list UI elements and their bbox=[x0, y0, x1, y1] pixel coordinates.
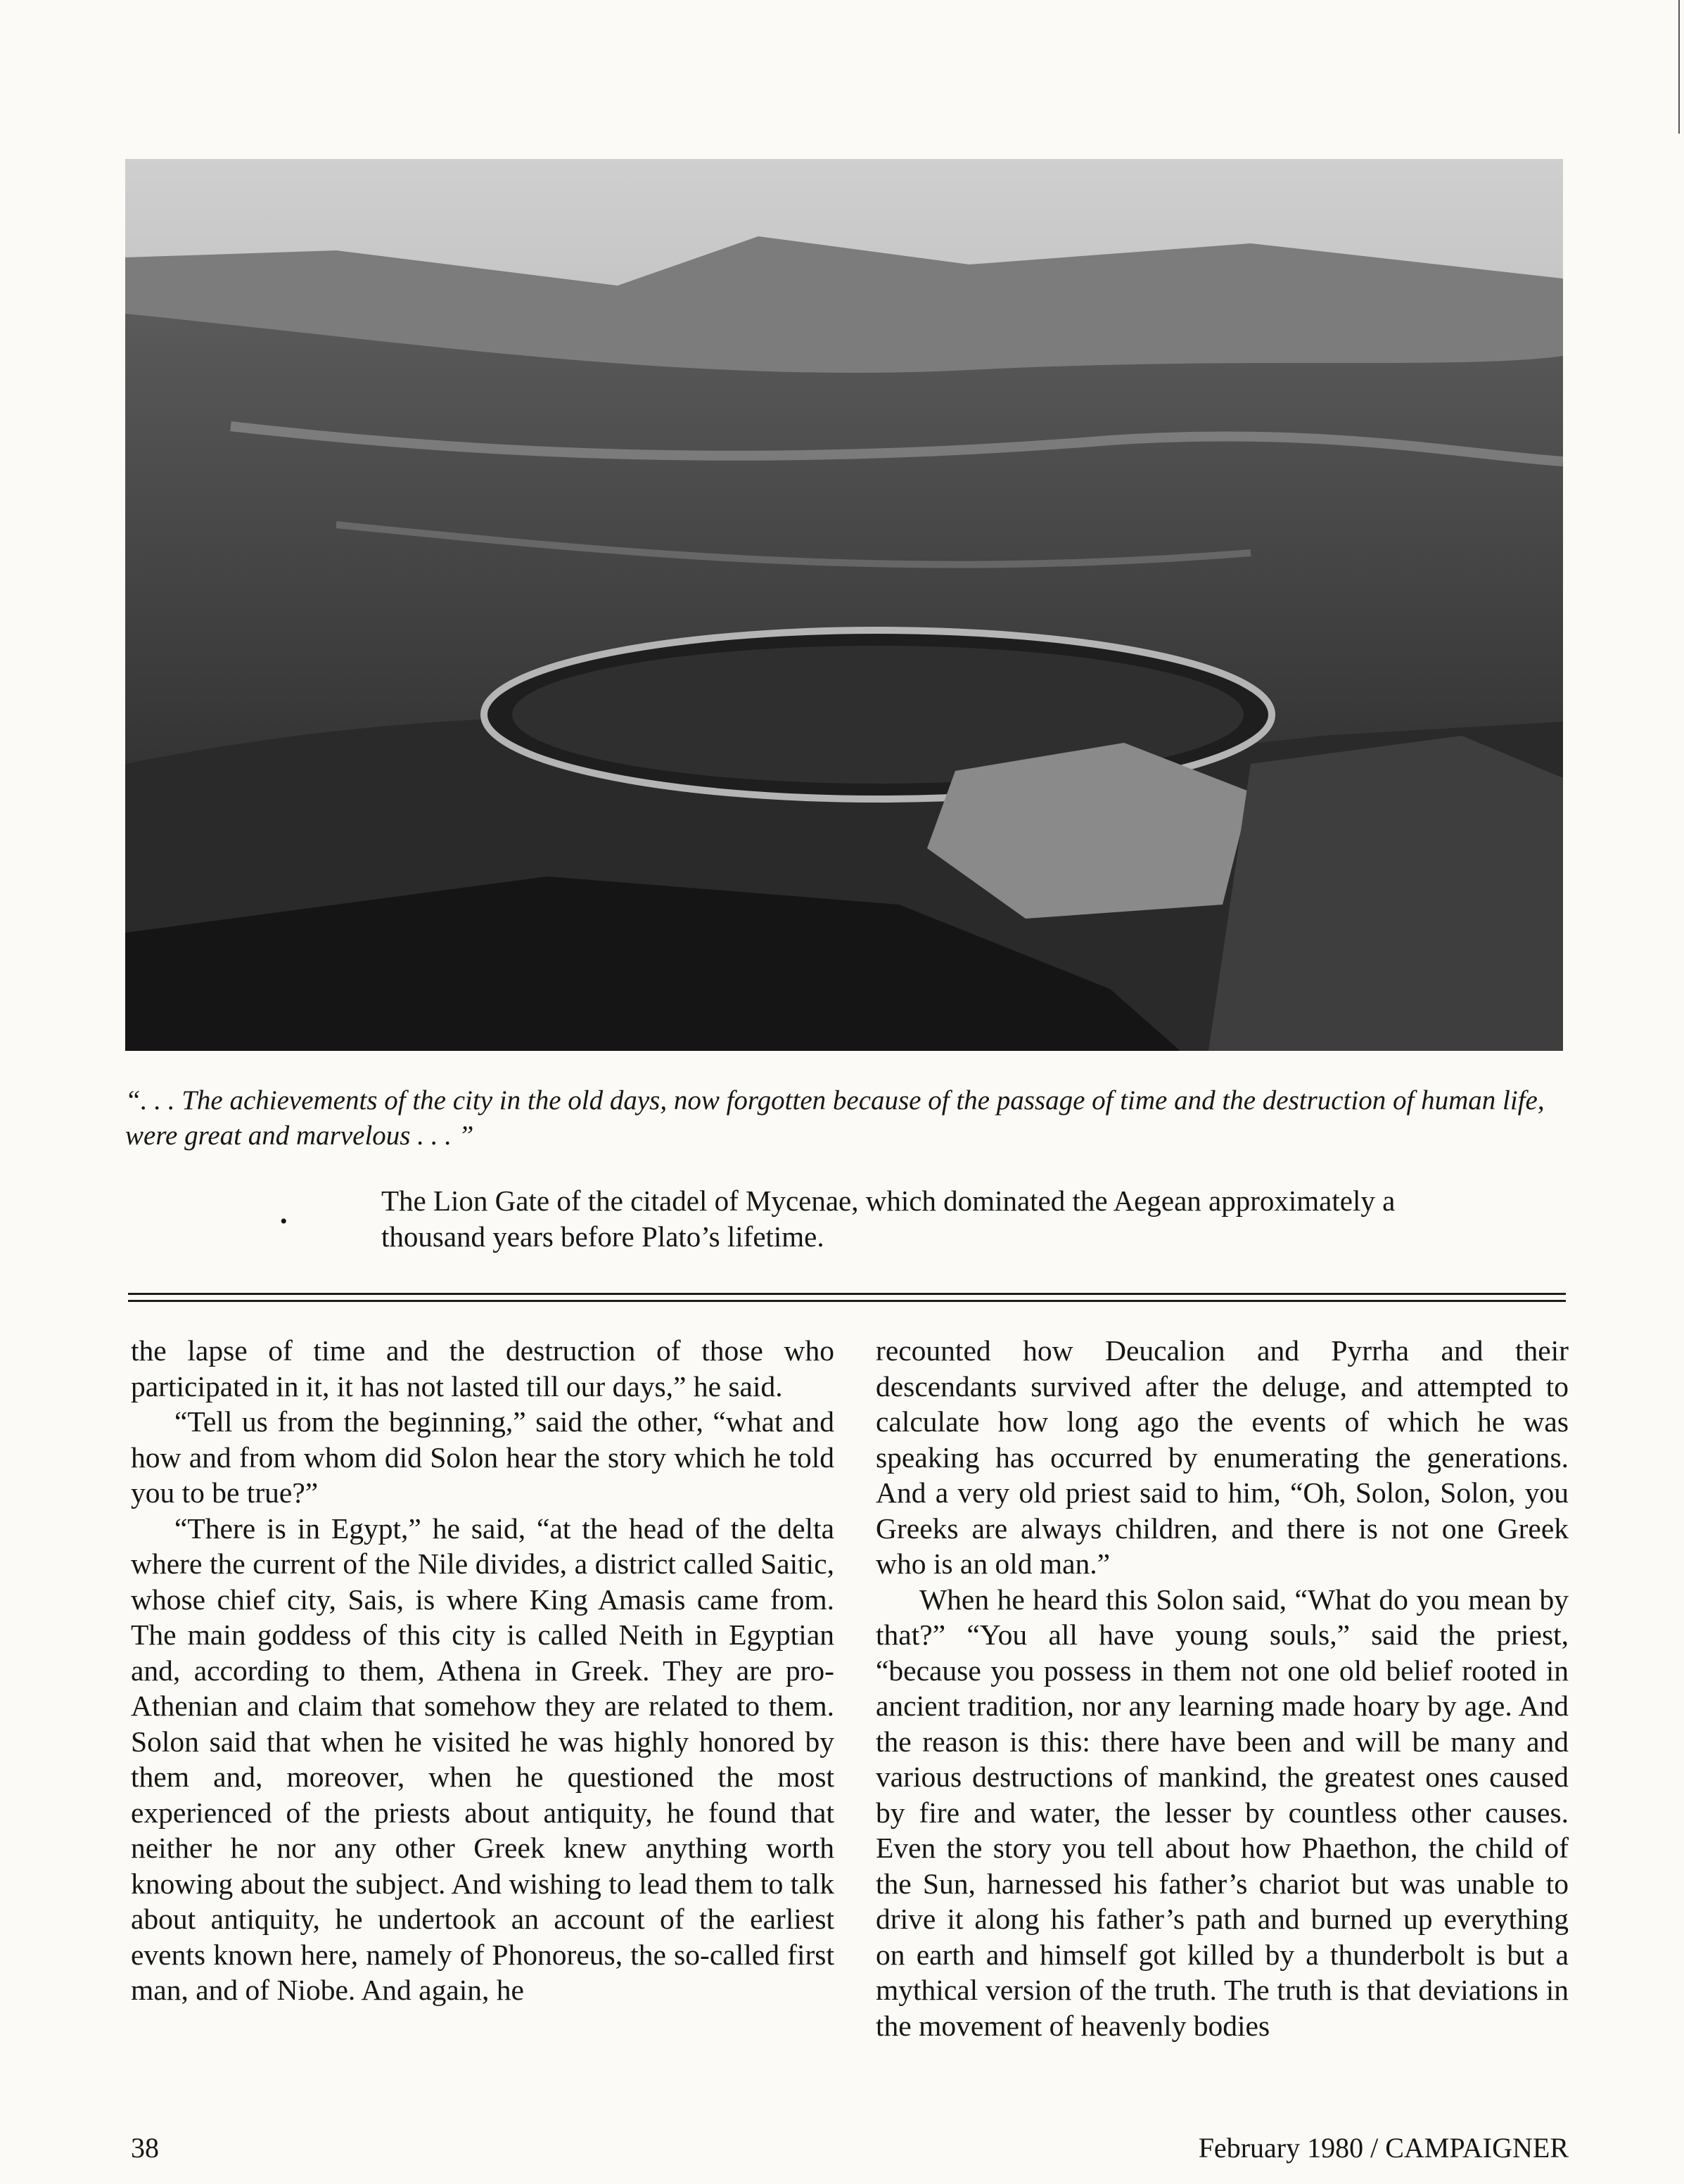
landscape-image bbox=[125, 159, 1563, 1051]
paragraph: “Tell us from the beginning,” said the other, “what and how and from whom did Solon hear the story which he told you to be true?” bbox=[131, 1405, 834, 1509]
paragraph: When he heard this Solon said, “What do you mean by that?” “You all have young souls,” said the priest, “because you possess in them not one old belief rooted in ancient tradition, nor any learning made hoary by age. And the reason is this: there have been and will be many and various destructions of mankind, the greatest ones caused by fire and water, the lesser by countless other causes. Even the story you tell about how Phaethon, the child of the Sun, harnessed his father’s chariot but was unable to drive it along his father’s path and burned up everything on earth and himself got killed by a thunderbolt is but a mythical version of the truth. The truth is that deviations in the movement of heavenly bodies bbox=[876, 1583, 1569, 2042]
photo-quote-caption: “. . . The achievements of the city in the old days, now forgotten because of the passage of time and the destruction of human life, were great and marvelous . . . ” bbox=[125, 1085, 1545, 1151]
section-rule-top bbox=[128, 1293, 1566, 1295]
mycenae-photo bbox=[125, 159, 1563, 1051]
page-number: 38 bbox=[131, 2132, 159, 2164]
issue-footer: February 1980 / CAMPAIGNER bbox=[1198, 2132, 1569, 2164]
photo-description-caption: The Lion Gate of the citadel of Mycenae, which dominated the Aegean approximately a thousand years before Plato’s lifetime. bbox=[381, 1184, 1396, 1253]
paragraph: recounted how Deucalion and Pyrrha and their descendants survived after the deluge, and attempted to calculate how long ago the events of which he was speaking has occurred by enumerating the generations. And a very old priest said to him, “Oh, Solon, Solon, you Greeks are always children, and there is not one Greek who is an old man.” bbox=[876, 1334, 1569, 1580]
paragraph: the lapse of time and the destruction of those who participated in it, it has not lasted till our days,” he said. bbox=[131, 1334, 834, 1403]
page-edge-line bbox=[1678, 0, 1680, 134]
text-column-left bbox=[131, 1333, 834, 2008]
paragraph: “There is in Egypt,” he said, “at the head of the delta where the current of the Nile divides, a district called Saitic, whose chief city, Sais, is where King Amasis came from. The main goddess of this city is called Neith in Egyptian and, according to them, Athena in Greek. They are pro-Athenian and claim that somehow they are related to them. Solon said that when he visited he was highly honored by them and, moreover, when he questioned the most experienced of the priests about antiquity, he found that neither he nor any other Greek knew anything worth knowing about the subject. And wishing to lead them to talk about antiquity, he undertook an account of the earliest events known here, namely of Phonoreus, the so-called first man, and of Niobe. And again, he bbox=[131, 1512, 834, 2006]
stray-mark: • bbox=[280, 1210, 288, 1233]
section-rule-bottom bbox=[128, 1300, 1566, 1302]
text-column-right bbox=[876, 1333, 1569, 2043]
